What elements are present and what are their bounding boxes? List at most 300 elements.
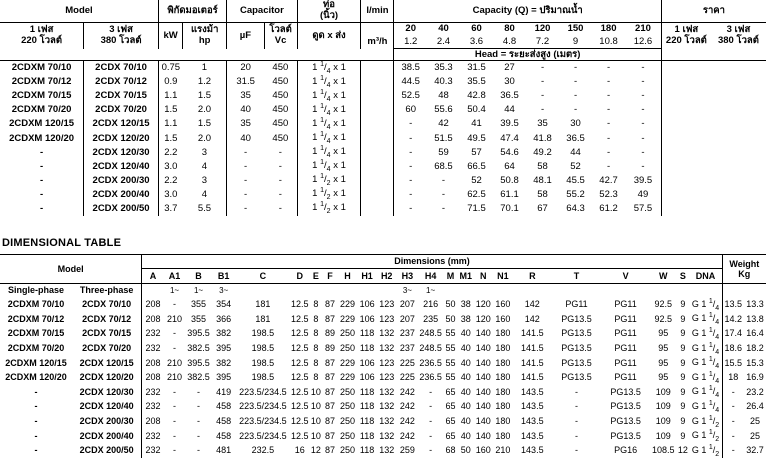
dim-sub-a1: 1~	[164, 284, 186, 298]
price-cell	[661, 61, 711, 76]
dim-cell: PG11	[614, 299, 637, 310]
perf-cell: 27	[504, 62, 515, 74]
perf-cell: 68.5	[434, 160, 453, 172]
perf-header-uf: µF	[227, 22, 264, 49]
perf-cell: 42	[438, 118, 449, 130]
dim-cell: -	[429, 430, 433, 441]
perf-cell: 54.6	[500, 146, 519, 158]
perf-cell: 61.2	[599, 202, 618, 214]
dim-cell: 210	[167, 357, 183, 368]
perf-cell: 2CDXM 70/12	[0, 75, 84, 89]
dim-cell: 382	[216, 328, 232, 339]
dim-sub-e	[309, 284, 322, 298]
perf-header-price: ราคา	[702, 5, 725, 16]
perf-cell: 40.3	[434, 76, 453, 88]
dim-col-h2: H2	[377, 269, 397, 284]
perf-cell: 2CDX 70/20	[84, 103, 159, 117]
m3h-2: 2.4	[436, 36, 451, 47]
dim-cell: 2CDX 120/15	[72, 356, 142, 371]
dim-cell: 229	[339, 372, 355, 383]
perf-cell: 4	[183, 187, 227, 201]
perf-cell: -	[625, 131, 661, 145]
dim-col-v: V	[601, 269, 650, 284]
dim-cell: 12.5	[290, 343, 309, 354]
dim-sub-r	[513, 284, 552, 298]
dim-cell: 232	[145, 328, 161, 339]
dim-cell: 87	[325, 401, 336, 412]
dim-cell: 160	[495, 313, 511, 324]
dim-cell: 132	[379, 386, 395, 397]
price-cell	[711, 61, 766, 76]
lmin-80: 80	[493, 22, 526, 36]
dim-sub-c	[236, 284, 291, 298]
dim-cell: 92.5	[654, 299, 672, 310]
dim-cell: 40	[460, 357, 471, 368]
perf-cell: -	[409, 202, 413, 214]
perf-row	[0, 145, 766, 159]
dim-cell: 143.5	[521, 445, 544, 456]
perf-cell: 67	[537, 202, 548, 214]
dim-cell: 14.2	[724, 313, 743, 324]
dim-cell: 242	[399, 401, 415, 412]
perf-cell: 1 $^1/_4$ x 1	[297, 61, 361, 76]
perf-header-3ph: 3 เฟส 380 โวลต์	[84, 22, 159, 49]
perf-cell: 61.1	[500, 188, 519, 200]
dim-cell: 395	[216, 343, 232, 354]
dim-cell: 40	[460, 328, 471, 339]
dim-cell: PG11	[614, 357, 637, 368]
perf-cell: 30	[570, 118, 581, 130]
price-cell	[711, 75, 766, 89]
dim-cell: 2CDX 200/30	[72, 414, 142, 429]
dim-cell: 8	[313, 357, 319, 368]
dim-row	[0, 298, 766, 313]
perf-cell: 1.2	[183, 75, 227, 89]
dim-cell: 95	[658, 343, 669, 354]
dim-cell: 123	[379, 313, 395, 324]
dim-cell: 12.5	[290, 416, 309, 427]
dim-cell: 180	[495, 343, 511, 354]
dim-cell: -	[575, 416, 578, 427]
perf-cell: 2CDX 70/15	[84, 89, 159, 103]
dim-cell: 208	[145, 372, 161, 383]
dim-cell: 140	[475, 372, 491, 383]
perf-cell: 2.2	[164, 174, 178, 186]
lmin-180: 180	[592, 22, 625, 36]
perf-row	[0, 201, 766, 215]
perf-cell: -	[540, 104, 545, 116]
dim-cell: 92.5	[654, 313, 672, 324]
dim-cell: 2CDX 120/30	[72, 385, 142, 400]
dim-cell: -	[197, 430, 201, 441]
dim-cell: 366	[216, 313, 232, 324]
dim-cell: 142	[524, 313, 540, 324]
m3h-5: 7.2	[535, 36, 550, 47]
dim-cell: 2CDX 120/40	[72, 400, 142, 415]
perf-cell: 2CDXM 70/15	[0, 89, 84, 103]
dim-cell: PG16	[614, 445, 638, 456]
dim-cell: 216	[423, 299, 439, 310]
dim-cell: 250	[339, 445, 355, 456]
dim-cell: 198.5	[251, 357, 275, 368]
perf-row	[0, 75, 766, 89]
dim-cell: 109	[655, 401, 671, 412]
dim-cell: -	[731, 386, 735, 397]
perf-cell: 44	[504, 104, 515, 116]
dim-cell: 132	[379, 445, 395, 456]
price-cell	[711, 103, 766, 117]
dim-cell: -	[575, 430, 578, 441]
dim-cell: G 1 $^1/_4$	[689, 341, 722, 356]
perf-cell: 1.5	[164, 132, 178, 144]
perf-cell: 0.9	[164, 76, 178, 88]
perf-cell: 59	[438, 146, 449, 158]
perf-cell: -	[409, 132, 413, 144]
perf-cell: 41.8	[533, 132, 552, 144]
dim-cell: PG11	[565, 299, 588, 310]
perf-cell: 1 $^1/_4$ x 1	[297, 75, 361, 89]
perf-cell: 47.4	[500, 132, 519, 144]
dim-row	[0, 385, 766, 400]
dim-cell: 236.5	[419, 372, 442, 383]
dim-cell: 8	[313, 328, 319, 339]
dim-cell: -	[197, 445, 201, 456]
dim-cell: 259	[399, 445, 415, 456]
dim-cell: 9	[680, 313, 686, 324]
dim-cell: 210	[495, 445, 511, 456]
dim-sub-s	[676, 284, 689, 298]
dim-col-a: A	[142, 269, 164, 284]
price-cell	[711, 117, 766, 131]
dim-cell: 16.4	[746, 328, 764, 339]
dim-cell: 235	[423, 313, 439, 324]
m3h-8: 12.6	[625, 36, 661, 49]
perf-cell: -	[573, 104, 578, 116]
dim-cell: 9	[680, 386, 686, 397]
dim-cell: 55	[445, 343, 456, 354]
dim-cell: 16.9	[746, 372, 764, 383]
dim-cell: -	[197, 401, 201, 412]
perf-header-vc: โวลต์ Vc	[264, 22, 297, 49]
perf-cell: 3.7	[164, 202, 178, 214]
dim-cell: 17.4	[724, 328, 743, 339]
perf-cell: 55.6	[434, 104, 453, 116]
dim-cell: 25	[749, 416, 760, 427]
dim-cell: 18	[728, 372, 739, 383]
dim-cell: 2CDXM 70/10	[7, 299, 65, 310]
dim-cell: 87	[325, 357, 336, 368]
dim-col-e: E	[309, 269, 322, 284]
dim-cell: 207	[399, 313, 415, 324]
dim-cell: 13.8	[746, 313, 764, 324]
dim-col-t: T	[552, 269, 601, 284]
perf-cell: -	[606, 160, 611, 172]
dim-cell: 143.5	[521, 416, 544, 427]
perf-cell: 44	[570, 146, 581, 158]
dim-cell: G 1 $^1/_2$	[689, 443, 722, 458]
dim-cell: 15.5	[724, 357, 743, 368]
dim-sub-h4: 1~	[418, 284, 443, 298]
dim-sub-b1: 3~	[212, 284, 236, 298]
dim-cell: 55	[445, 372, 456, 383]
dim-cell: -	[575, 445, 578, 456]
dim-cell: 237	[399, 328, 415, 339]
dim-cell: 232	[145, 430, 161, 441]
dim-col-b1: B1	[212, 269, 236, 284]
dim-cell: 95	[658, 357, 669, 368]
dim-cell: 2CDXM 120/20	[5, 372, 67, 383]
dim-col-d: D	[290, 269, 309, 284]
perf-cell: 64	[504, 160, 515, 172]
dim-col-s: S	[676, 269, 689, 284]
dim-cell: -	[173, 386, 177, 397]
perf-cell: -	[264, 159, 297, 173]
dim-cell: G 1 $^1/_4$	[689, 327, 722, 342]
dim-cell: PG13.5	[610, 386, 641, 397]
dim-cell: -	[429, 445, 433, 456]
dim-cell: 9	[680, 416, 686, 427]
dim-cell: 180	[495, 416, 511, 427]
dim-cell: 223.5/234.5	[239, 430, 287, 441]
dim-cell: 12.5	[290, 430, 309, 441]
dim-cell: 229	[339, 299, 355, 310]
dim-cell: 9	[680, 343, 686, 354]
dim-cell: 109	[655, 430, 671, 441]
dim-cell: 87	[325, 372, 336, 383]
dim-col-w: W	[650, 269, 676, 284]
dim-sub-dna	[689, 284, 722, 298]
perf-cell: -	[0, 187, 84, 201]
perf-cell: 1.1	[164, 118, 178, 130]
dim-cell: 106	[359, 372, 375, 383]
perf-header-capacity: Capacity (Q) = ปริมาณน้ำ	[394, 0, 661, 22]
dim-cell: 141.5	[521, 372, 544, 383]
perf-cell: 52	[570, 160, 581, 172]
dim-row	[0, 429, 766, 444]
perf-cell: 51.5	[434, 132, 453, 144]
perf-cell: 2CDXM 120/15	[0, 117, 84, 131]
dim-cell: 207	[399, 299, 415, 310]
dim-cell: 32.7	[746, 445, 764, 456]
perf-cell: 2CDX 200/40	[84, 187, 159, 201]
perf-header-pipe-size: ดูด x ส่ง	[297, 22, 361, 49]
perf-cell: -	[264, 201, 297, 215]
dim-col-h1: H1	[357, 269, 377, 284]
dim-cell: 95	[658, 372, 669, 383]
perf-cell: 1 $^1/_4$ x 1	[297, 159, 361, 173]
dim-cell: G 1 $^1/_4$	[689, 370, 722, 385]
price-cell	[711, 145, 766, 159]
dim-cell: 12.5	[290, 372, 309, 383]
dim-cell: 355	[191, 313, 207, 324]
perf-cell: -	[0, 159, 84, 173]
dim-cell: 13.3	[746, 299, 764, 310]
perf-cell: 20	[240, 62, 251, 74]
perf-cell: -	[606, 62, 611, 74]
perf-cell: -	[625, 159, 661, 173]
dim-cell: 65	[445, 430, 456, 441]
dim-cell: 87	[325, 445, 336, 456]
dim-cell: 40	[460, 416, 471, 427]
perf-cell: 5.5	[183, 201, 227, 215]
perf-header-1ph: 1 เฟส 220 โวลต์	[0, 22, 84, 49]
dim-cell: 118	[359, 430, 375, 441]
dim-cell: 2CDXM 70/15	[7, 328, 65, 339]
dim-cell: 95	[658, 328, 669, 339]
dim-cell: 140	[475, 343, 491, 354]
dim-col-h4: H4	[418, 269, 443, 284]
dim-cell: 250	[339, 430, 355, 441]
dim-sub-m1	[458, 284, 473, 298]
perf-cell: 60	[405, 104, 416, 116]
dim-col-n: N	[473, 269, 493, 284]
perf-cell: 2.2	[164, 146, 178, 158]
dim-cell: PG13.5	[561, 372, 592, 383]
dim-cell: 12.5	[290, 328, 309, 339]
dim-cell: -	[429, 386, 433, 397]
perf-cell: 2CDX 120/20	[84, 131, 159, 145]
dim-cell: 232	[145, 445, 161, 456]
dim-cell: 2CDXM 70/12	[7, 313, 65, 324]
perf-row	[0, 103, 766, 117]
dim-cell: 198.5	[251, 372, 275, 383]
dim-cell: 223.5/234.5	[239, 401, 287, 412]
perf-cell: 1 $^1/_2$ x 1	[297, 201, 361, 215]
dim-cell: 10	[310, 386, 321, 397]
m3h-3: 3.6	[469, 36, 484, 47]
perf-header-lmin: l/min	[361, 0, 394, 22]
dim-cell: PG11	[614, 328, 637, 339]
perf-cell: 38.5	[401, 62, 420, 74]
perf-cell: 450	[264, 103, 297, 117]
dim-cell: 180	[495, 430, 511, 441]
dim-cell: -	[34, 445, 38, 456]
dim-cell: 180	[495, 372, 511, 383]
dim-cell: 181	[255, 313, 271, 324]
price-cell	[661, 145, 711, 159]
dim-cell: 50	[445, 313, 456, 324]
dim-cell: 250	[339, 328, 355, 339]
dim-cell: 8	[313, 299, 319, 310]
perf-cell: 30	[504, 76, 515, 88]
dim-cell: PG13.5	[561, 357, 592, 368]
price-cell	[711, 131, 766, 145]
dim-cell: 2CDX 200/40	[72, 429, 142, 444]
dim-cell: 87	[325, 430, 336, 441]
dim-cell: 208	[145, 416, 161, 427]
dim-cell: 160	[495, 299, 511, 310]
m3h-1: 1.2	[404, 36, 418, 47]
dim-sub-f	[322, 284, 337, 298]
dim-cell: 123	[379, 372, 395, 383]
perf-cell: 64.3	[566, 202, 585, 214]
dim-sub-v	[601, 284, 650, 298]
price-cell	[661, 117, 711, 131]
dim-cell: 2CDX 200/50	[72, 443, 142, 458]
dim-sub-h2	[377, 284, 397, 298]
dim-cell: 89	[325, 328, 336, 339]
dim-col-b: B	[185, 269, 211, 284]
perf-cell: 2CDXM 70/20	[0, 103, 84, 117]
dim-cell: 232	[145, 386, 161, 397]
dim-cell: 118	[359, 416, 375, 427]
price-cell	[711, 89, 766, 103]
perf-cell: -	[244, 188, 248, 200]
perf-cell: 58	[537, 160, 548, 172]
perf-cell: 0.75	[161, 62, 181, 74]
dim-cell: 8	[313, 313, 319, 324]
dim-col-m1: M1	[458, 269, 473, 284]
dim-sub-m	[443, 284, 458, 298]
perf-cell: 49	[625, 187, 661, 201]
price-cell	[661, 103, 711, 117]
perf-cell: 2CDX 70/12	[84, 75, 159, 89]
dim-cell: 12.5	[290, 386, 309, 397]
perf-cell: 1 $^1/_2$ x 1	[297, 173, 361, 187]
perf-row	[0, 187, 766, 201]
dim-cell: 89	[325, 343, 336, 354]
dim-cell: 55	[445, 328, 456, 339]
dim-col-m: M	[443, 269, 458, 284]
perf-cell: 40	[240, 132, 251, 144]
perf-cell: -	[441, 174, 446, 186]
dim-cell: -	[34, 430, 38, 441]
dim-cell: 38	[460, 313, 471, 324]
dim-cell: 2CDXM 70/20	[7, 343, 65, 354]
perf-cell: -	[540, 62, 545, 74]
dim-cell: -	[197, 386, 201, 397]
dim-cell: 141.5	[521, 343, 544, 354]
perf-cell: 50.4	[467, 104, 486, 116]
dimensional-table-title: DIMENSIONAL TABLE	[2, 237, 122, 249]
dim-cell: PG11	[614, 372, 637, 383]
dim-cell: PG13.5	[610, 401, 641, 412]
dim-cell: 18.6	[724, 343, 743, 354]
dim-cell: 382.5	[187, 372, 210, 383]
perf-cell: 1.5	[183, 117, 227, 131]
dim-cell: 250	[339, 343, 355, 354]
dim-cell: 9	[680, 430, 686, 441]
perf-row	[0, 89, 766, 103]
dim-cell: 9	[680, 401, 686, 412]
dim-cell: -	[197, 416, 201, 427]
dim-cell: 118	[359, 343, 375, 354]
dim-cell: 248.5	[419, 328, 442, 339]
dim-cell: 12.5	[290, 357, 309, 368]
dim-cell: 141.5	[521, 328, 544, 339]
perf-header-motor: พิกัดมอเตอร์	[158, 0, 226, 22]
perf-cell: 450	[264, 131, 297, 145]
dim-cell: 109	[655, 416, 671, 427]
dim-cell: G 1 $^1/_4$	[689, 312, 722, 327]
dim-cell: 143.5	[521, 430, 544, 441]
perf-row	[0, 173, 766, 187]
perf-row	[0, 61, 766, 76]
perf-cell: -	[625, 103, 661, 117]
dim-cell: 208	[145, 357, 161, 368]
dim-row	[0, 400, 766, 415]
dim-cell: 12.5	[290, 401, 309, 412]
perf-cell: 1 $^1/_4$ x 1	[297, 145, 361, 159]
dim-cell: 140	[475, 430, 491, 441]
perf-cell: -	[0, 173, 84, 187]
dim-cell: 140	[475, 328, 491, 339]
perf-cell: 1 $^1/_4$ x 1	[297, 131, 361, 145]
dim-cell: 12.5	[290, 299, 309, 310]
lmin-210: 210	[625, 22, 661, 36]
dim-col-c: C	[236, 269, 291, 284]
perf-header-price-1ph: 1 เฟส 220 โวลต์	[661, 22, 711, 49]
